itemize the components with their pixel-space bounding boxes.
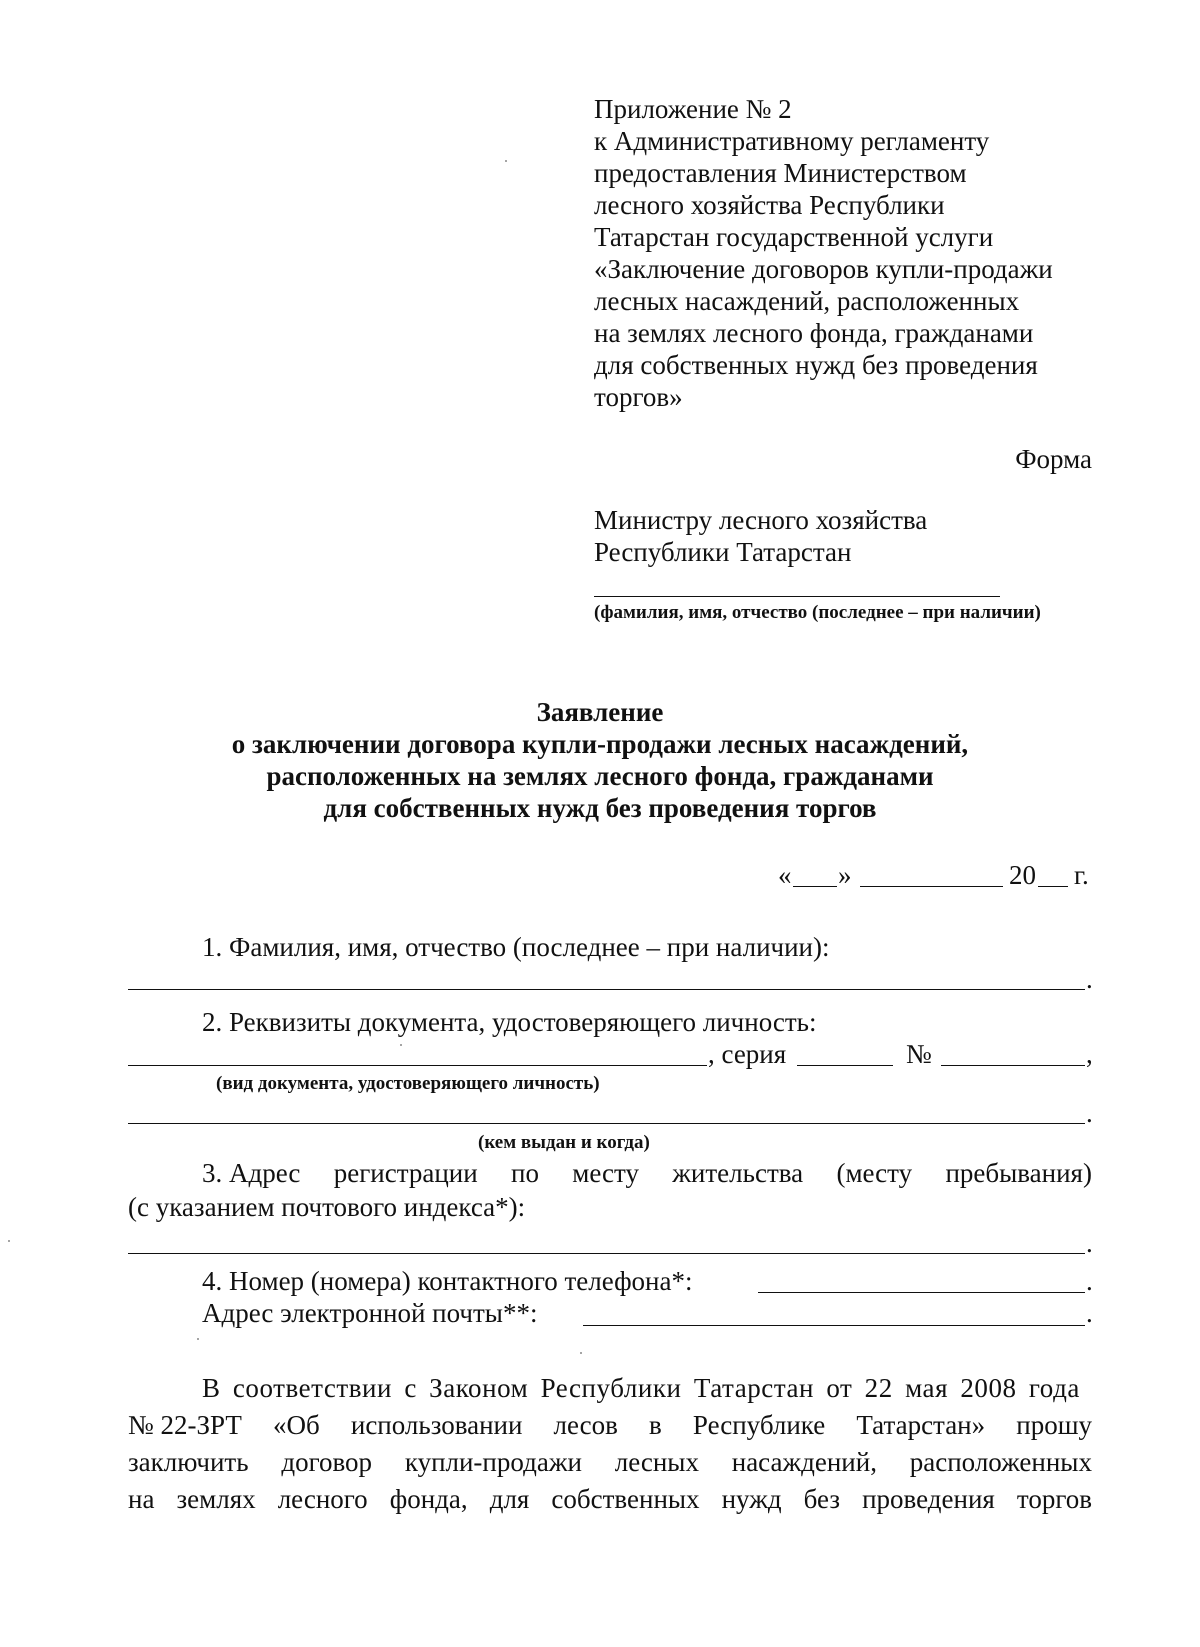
fio-input-line[interactable] — [128, 989, 1085, 990]
body-word: в — [649, 1410, 662, 1440]
annex-line: Татарстан государственной услуги — [594, 222, 994, 252]
scan-speck — [8, 1240, 10, 1242]
body-line-1 — [202, 1373, 1092, 1403]
number-line[interactable] — [941, 1065, 1085, 1066]
day-blank[interactable] — [793, 886, 837, 887]
body-word: расположенных — [909, 1447, 1092, 1477]
body-word: купли-продажи — [404, 1447, 582, 1477]
form-label: Форма — [1015, 444, 1092, 474]
phone-period: . — [1086, 1266, 1093, 1296]
body-text: В соответствии с Законом Республики Татарстан от 22 мая 2008 года — [202, 1373, 1080, 1403]
body-word: заключить — [128, 1447, 249, 1477]
body-word: насаждений, — [731, 1447, 877, 1477]
title-line: для собственных нужд без проведения торгов — [323, 793, 877, 823]
annex-line: лесных насаждений, расположенных — [594, 286, 1020, 316]
body-word: на — [128, 1484, 155, 1514]
body-word: Республике — [692, 1410, 826, 1440]
body-word: без — [803, 1484, 841, 1514]
annex-line: Приложение № 2 — [594, 94, 792, 124]
scan-speck — [197, 1338, 199, 1340]
issued-caption: (кем выдан и когда) — [478, 1132, 650, 1153]
item-3-word: регистрации — [333, 1158, 478, 1188]
item-3-line-2: (с указанием почтового индекса*): — [128, 1192, 526, 1222]
body-word: фонда, — [389, 1484, 468, 1514]
body-word: использовании — [350, 1410, 523, 1440]
body-line-3 — [128, 1447, 1092, 1477]
body-line-2 — [128, 1410, 1092, 1440]
addressee-line: Министру лесного хозяйства — [594, 505, 928, 535]
scan-speck — [400, 1044, 402, 1046]
series-line[interactable] — [797, 1065, 893, 1066]
month-blank[interactable] — [860, 886, 1003, 887]
annex-line: торгов» — [594, 382, 683, 412]
body-word: для — [489, 1484, 530, 1514]
item-3-word: пребывания) — [945, 1158, 1092, 1188]
doc-type-line[interactable] — [128, 1065, 707, 1066]
item-3-word: жительства — [672, 1158, 804, 1188]
item-3-label — [202, 1158, 1092, 1188]
email-label: Адрес электронной почты**: — [202, 1298, 538, 1328]
item-2-label: 2. Реквизиты документа, удостоверяющего личность: — [202, 1007, 817, 1037]
title-line: о заключении договора купли-продажи лесных насаждений, — [231, 729, 969, 759]
title-line: расположенных на землях лесного фонда, гражданами — [266, 761, 934, 791]
fio-caption: (фамилия, имя, отчество (последнее – при наличии) — [594, 602, 1041, 623]
item-1-label: 1. Фамилия, имя, отчество (последнее – при наличии): — [202, 932, 830, 962]
title-line: Заявление — [536, 697, 664, 727]
email-input-line[interactable] — [583, 1325, 1085, 1326]
doc-type-caption: (вид документа, удостоверяющего личность) — [216, 1073, 600, 1094]
body-line-4 — [128, 1484, 1092, 1514]
addressee-line: Республики Татарстан — [594, 537, 852, 567]
issued-period: . — [1086, 1098, 1093, 1128]
series-label: , серия — [708, 1039, 787, 1069]
date-close-quote: » — [838, 860, 852, 890]
body-word: лесов — [553, 1410, 618, 1440]
body-word: собственных — [551, 1484, 700, 1514]
body-word: № 22-ЗРТ — [128, 1410, 242, 1440]
phone-input-line[interactable] — [758, 1292, 1085, 1293]
body-word: лесных — [614, 1447, 699, 1477]
address-period: . — [1086, 1228, 1093, 1258]
body-word: лесного — [277, 1484, 368, 1514]
item-3-word: по — [511, 1158, 539, 1188]
address-input-line[interactable] — [128, 1253, 1085, 1254]
scan-speck — [505, 160, 507, 162]
body-word: землях — [176, 1484, 256, 1514]
annex-line: лесного хозяйства Республики — [594, 190, 945, 220]
annex-line: для собственных нужд без проведения — [594, 350, 1038, 380]
email-period: . — [1086, 1298, 1093, 1328]
body-word: Татарстан» — [856, 1410, 986, 1440]
body-word: «Об — [273, 1410, 320, 1440]
body-word: проведения — [862, 1484, 995, 1514]
year-suffix: г. — [1074, 860, 1089, 890]
item-3-word: (месту — [836, 1158, 913, 1188]
annex-line: «Заключение договоров купли-продажи — [594, 254, 1053, 284]
year-prefix: 20 — [1009, 860, 1036, 890]
fio-blank-line[interactable] — [594, 596, 1000, 597]
item-3-word: 3. Адрес — [202, 1158, 301, 1188]
year-blank[interactable] — [1038, 886, 1068, 887]
body-word: нужд — [721, 1484, 782, 1514]
item-2-comma: , — [1086, 1039, 1093, 1069]
item-1-period: . — [1086, 964, 1093, 994]
annex-line: к Административному регламенту — [594, 126, 990, 156]
number-label: № — [906, 1039, 932, 1069]
annex-line: на землях лесного фонда, гражданами — [594, 318, 1034, 348]
body-word: договор — [281, 1447, 373, 1477]
body-word: прошу — [1016, 1410, 1092, 1440]
annex-line: предоставления Министерством — [594, 158, 967, 188]
body-word: торгов — [1016, 1484, 1092, 1514]
date-open-quote: « — [778, 860, 792, 890]
item-3-word: месту — [572, 1158, 639, 1188]
phone-label: 4. Номер (номера) контактного телефона*: — [202, 1266, 693, 1296]
issued-by-line[interactable] — [128, 1123, 1085, 1124]
scan-speck — [580, 1352, 582, 1354]
